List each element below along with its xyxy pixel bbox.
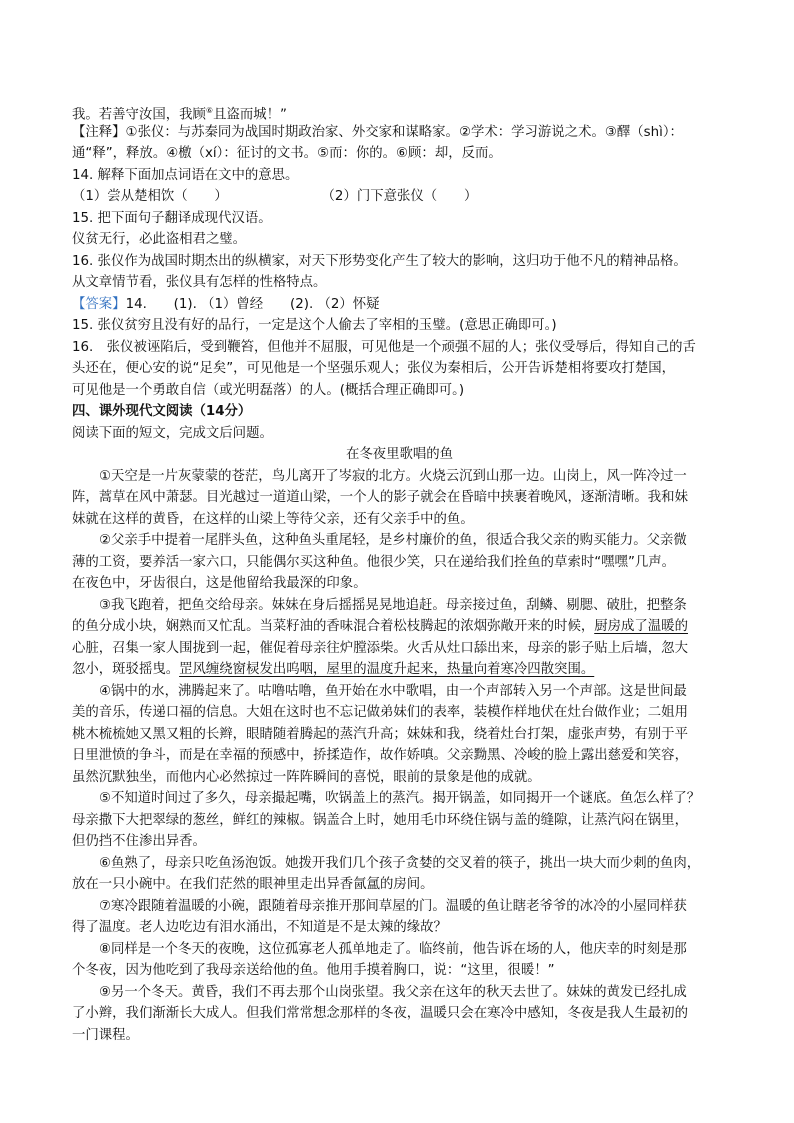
text-line [72, 122, 727, 144]
text-line [72, 767, 727, 789]
text-segment: 了小辫，我们渐渐长大成人。但我们常常想念那样的冬夜，温暖只会在寒冷中感知，冬夜是我人生最初的 [72, 1006, 688, 1021]
text-segment: ④锅中的水，沸腾起来了。咕噜咕噜，鱼开始在水中歌唱，由一个声部转入另一个声部。这是世间最 [99, 683, 687, 699]
text-line [72, 702, 727, 724]
text-segment: ⑦寒冷跟随着温暖的小碗，跟随着母亲推开那间草屋的门。温暖的鱼让瞎老爷爷的冰冷的小屋同样获 [99, 898, 687, 914]
text-segment: ②父亲手中提着一尾胖头鱼，这种鱼头重尾轻，是乡村廉价的鱼，很适合我父亲的购买能力。父亲微 [99, 533, 687, 548]
footnote-marker: ⑥ [205, 106, 214, 115]
text-line [72, 165, 727, 187]
text-segment: 日里泄愤的争斗，而是在幸福的预感中，挢揉造作，故作娇嗔。父亲黝黑、冷峻的脸上露出慈爱和笑容， [72, 748, 688, 763]
text-line [72, 530, 727, 552]
text-segment: 我。若善守汝国，我顾 [72, 107, 206, 123]
text-segment: 一门课程。 [72, 1027, 139, 1043]
text-segment: 忽小，斑驳摇曳。 [72, 662, 180, 677]
text-line [72, 724, 727, 746]
text-line [72, 1003, 727, 1025]
text-line [72, 358, 727, 380]
text-segment: 薄的工资，要养活一家六口，只能偶尔买这种鱼。他很少笑，只在递给我们拴鱼的草索时“嘿嘿”几声。 [72, 554, 676, 570]
text-segment: 但仍挡不住渗出异香。 [72, 834, 206, 849]
text-line [72, 100, 727, 122]
text-segment: 16. 张仪作为战国时期杰出的纵横家，对天下形势变化产生了较大的影响，这归功于他不凡的精神品格。 [72, 253, 687, 269]
text-segment: 14. (1). （1）曾经 (2). （2）怀疑 [125, 296, 380, 312]
text-segment: 头还在，便心安的说“足矣”，可见他是一个坚强乐观人；张仪为秦相后，公开告诉楚相将要攻打楚国， [72, 361, 676, 376]
text-segment: ⑧同样是一个冬天的夜晚，这位孤寡老人孤单地走了。临终前，他告诉在场的人，他庆幸的时刻是那 [99, 941, 687, 957]
text-line [72, 638, 727, 660]
text-segment: 的鱼分成小块，娴熟而又忙乱。当菜籽油的香味混合着松枝腾起的浓烟弥敞开来的时候， [72, 619, 595, 634]
text-line [72, 294, 727, 316]
text-segment: 仪贫无行，必此盗相君之璧。 [72, 232, 247, 247]
text-segment: 从文章情节看，张仪具有怎样的性格特点。 [72, 275, 327, 290]
text-line [72, 982, 727, 1004]
text-segment: 且盗而城！” [213, 107, 287, 123]
text-segment: 16. 张仪被诬陷后，受到鞭笞，但他并不屈服，可见他是一个顽强不屈的人；张仪受辱后，得知自己的舌 [72, 339, 696, 355]
text-segment: 在夜色中，牙齿很白，这是他留给我最深的印象。 [72, 576, 367, 591]
text-segment: 心脏，召集一家人围拢到一起，催促着母亲往炉膛添柴。火舌从灶口舔出来，母亲的影子贴上后墙，忽大 [72, 640, 688, 656]
text-line [72, 552, 727, 574]
text-line [72, 659, 727, 681]
underlined-text: 罡风缠绕窗棂发出呜咽，屋里的温度升起来，热量向着寒冷四散突围。 [179, 662, 595, 677]
text-line [72, 573, 727, 595]
text-line [72, 939, 727, 961]
text-segment: 桃木梳梳她又黑又粗的长辫，眼睛随着腾起的蒸汽升高；妹妹和我，绕着灶台打架，虚张声势，有别于平 [72, 726, 688, 742]
text-segment: 妹就在这样的黄昏，在这样的山梁上等待父亲，还有父亲手中的鱼。 [72, 511, 474, 527]
text-segment: ③我飞跑着，把鱼交给母亲。妹妹在身后摇摇晃晃地追赶。母亲接过鱼，刮鳞、剔腮、破肚，把整条 [99, 597, 687, 613]
text-segment: ①天空是一片灰蒙蒙的苍茫，鸟儿离开了岑寂的北方。火烧云沉到山那一边。山岗上，风一阵冷过一 [99, 468, 687, 484]
document-page [72, 100, 727, 1046]
underlined-text: 厨房成了温暖的 [594, 619, 688, 634]
text-line [72, 251, 727, 273]
text-segment: 在冬夜里歌唱的鱼 [345, 447, 454, 462]
text-line [72, 315, 727, 337]
text-line [72, 186, 727, 208]
text-segment: （1）尝从楚相饮（ ） （2）门下意张仪（ ） [72, 189, 478, 204]
text-line [72, 681, 727, 703]
text-segment: 15. 张仪贫穷且没有好的品行，一定是这个人偷去了宰相的玉璧。(意思正确即可。) [72, 318, 557, 333]
text-segment: ⑥鱼熟了，母亲只吃鱼汤泡饭。她拨开我们几个孩子贪婪的交叉着的筷子，挑出一块大而少刺的鱼肉， [99, 855, 701, 871]
text-segment: 放在一只小碗中。在我们茫然的眼神里走出异香氤氲的房间。 [72, 877, 434, 892]
text-segment: 15. 把下面句子翻译成现代汉语。 [72, 210, 272, 226]
text-segment: ⑤不知道时间过了多久，母亲撮起嘴，吹锅盖上的蒸汽。揭开锅盖，如同揭开一个谜底。鱼怎么样了？ [99, 791, 701, 806]
text-segment: ⑨另一个冬天。黄昏，我们不再去那个山岗张望。我父亲在这年的秋天去世了。妹妹的黄发已经扎成 [99, 984, 687, 1000]
text-segment: 四、课外现代文阅读（14分） [72, 404, 252, 419]
text-line [72, 831, 727, 853]
text-line [72, 1025, 727, 1047]
text-line [72, 208, 727, 230]
text-line [72, 616, 727, 638]
text-line [72, 229, 727, 251]
text-line [72, 917, 727, 939]
answer-label: 【答案】 [72, 296, 126, 312]
text-line [72, 380, 727, 402]
text-line [72, 423, 727, 445]
text-line [72, 960, 727, 982]
text-line [72, 896, 727, 918]
text-line [72, 810, 727, 832]
text-segment: 通“释”，释放。④檄（xí）：征讨的文书。⑤而：你的。⑥顾：却，反而。 [72, 146, 502, 161]
text-line [72, 788, 727, 810]
text-line [72, 853, 727, 875]
text-segment: 得了温度。老人边吃边有泪水涌出，不知道是不是太辣的缘故？ [72, 920, 447, 935]
text-line [72, 466, 727, 488]
article-title [72, 444, 727, 466]
text-segment: 14. 解释下面加点词语在文中的意思。 [72, 167, 299, 183]
text-line [72, 487, 727, 509]
text-line [72, 509, 727, 531]
text-line [72, 745, 727, 767]
text-line [72, 143, 727, 165]
text-segment: 虽然沉默独坐，而他内心必然掠过一阵阵瞬间的喜悦，眼前的景象是他的成就。 [72, 769, 541, 785]
section-heading [72, 401, 727, 423]
text-segment: 美的音乐，传递口福的信息。大姐在这时也不忘记做弟妹们的表率，装模作样地伏在灶台做作业；二姐用 [72, 705, 688, 720]
text-segment: 阅读下面的短文，完成文后问题。 [72, 425, 273, 441]
text-segment: 个冬夜，因为他吃到了我母亲送给他的鱼。他用手摸着胸口，说：“这里，很暖！” [72, 963, 555, 978]
text-segment: 【注释】①张仪：与苏秦同为战国时期政治家、外交家和谋略家。②学术：学习游说之术。③醳（shì）： [72, 124, 683, 140]
text-line [72, 874, 727, 896]
text-line [72, 337, 727, 359]
text-segment: 阵，蒿草在风中萧瑟。目光越过一道道山梁，一个人的影子就会在昏暗中挟裹着晚风，逐渐清晰。我和妹 [72, 490, 688, 505]
text-segment: 母亲撒下大把翠绿的葱丝，鲜红的辣椒。锅盖合上时，她用毛巾环绕住锅与盖的缝隙，让蒸汽闷在锅里， [72, 812, 688, 828]
text-segment: 可见他是一个勇敢自信（或光明磊落）的人。(概括合理正确即可。) [72, 382, 465, 398]
text-line [72, 272, 727, 294]
text-line [72, 595, 727, 617]
